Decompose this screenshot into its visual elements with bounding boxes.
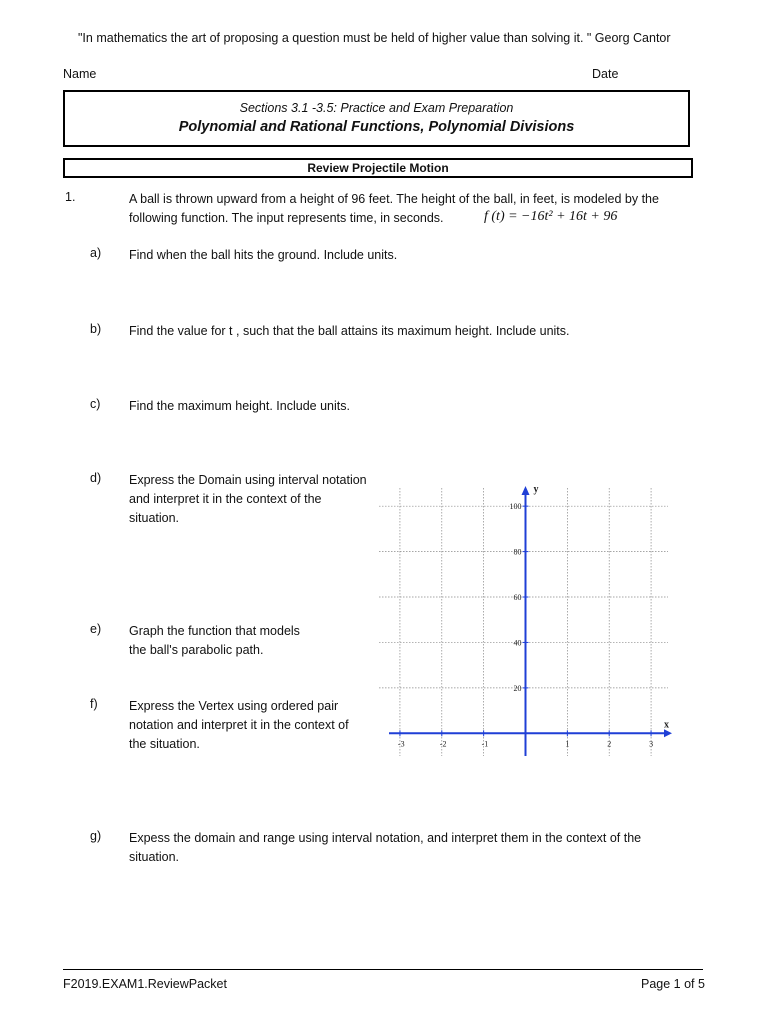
part-b-text: Find the value for t , such that the ball attains its maximum height. Include units. [129,324,570,338]
y-axis-title: y [533,484,539,495]
question-text: A ball is thrown upward from a height of 96 feet. The height of the ball, in feet, is modeled by the following function. The input represents time, in seconds. [129,192,659,225]
date-label: Date [592,67,619,81]
part-g-text: Expess the domain and range using interval notation, and interpret them in the context of the situation. [129,831,642,864]
x-tick-label-0: -3 [397,739,405,749]
x-tick-label-1: -2 [439,739,447,749]
part-g-label: g) [90,829,102,843]
coordinate-graph[interactable] [375,474,680,767]
part-b-label: b) [90,322,102,336]
part-a-label: a) [90,246,102,260]
title-box [63,90,690,147]
quote-text: "In mathematics the art of proposing a question must be held of higher value than solving it. " Georg Cantor [78,31,671,45]
x-axis-title: x [664,719,669,731]
y-axis-arrow [522,486,530,495]
x-tick-label-5: 3 [649,739,654,749]
part-f-label: f) [90,697,98,711]
part-f-text: Express the Vertex using ordered pair notation and interpret it in the context of the situation. [129,699,349,751]
part-e-text: Graph the function that models the ball's parabolic path. [129,624,300,657]
part-c-text: Find the maximum height. Include units. [129,399,350,413]
section-heading: Review Projectile Motion [63,158,693,178]
graph-svg[interactable] [375,474,680,764]
name-label: Name [63,67,97,81]
y-tick-label-1: 40 [513,638,522,648]
part-d-label: d) [90,471,102,485]
footer-page-number: Page 1 of 5 [641,977,705,991]
footer-rule [63,969,703,970]
x-tick-label-3: 1 [565,739,570,749]
y-tick-label-0: 20 [513,683,522,693]
x-tick-label-2: -1 [481,739,489,749]
part-a-text: Find when the ball hits the ground. Include units. [129,248,398,262]
part-e-label: e) [90,622,102,636]
x-tick-label-4: 2 [607,739,612,749]
title-subtitle: Sections 3.1 -3.5: Practice and Exam Preparation [239,101,514,115]
y-tick-label-3: 80 [513,547,522,557]
footer-document-id: F2019.EXAM1.ReviewPacket [63,977,227,991]
question-number: 1. [65,190,76,204]
y-tick-label-2: 60 [513,593,522,603]
part-d-text: Express the Domain using interval notation and interpret it in the context of the situation. [129,473,367,525]
x-axis-arrow [664,729,672,737]
function-formula: f (t) = −16t² + 16t + 96 [484,209,618,224]
y-tick-label-4: 100 [509,502,522,512]
title-main: Polynomial and Rational Functions, Polynomial Divisions [178,119,575,135]
part-c-label: c) [90,397,101,411]
